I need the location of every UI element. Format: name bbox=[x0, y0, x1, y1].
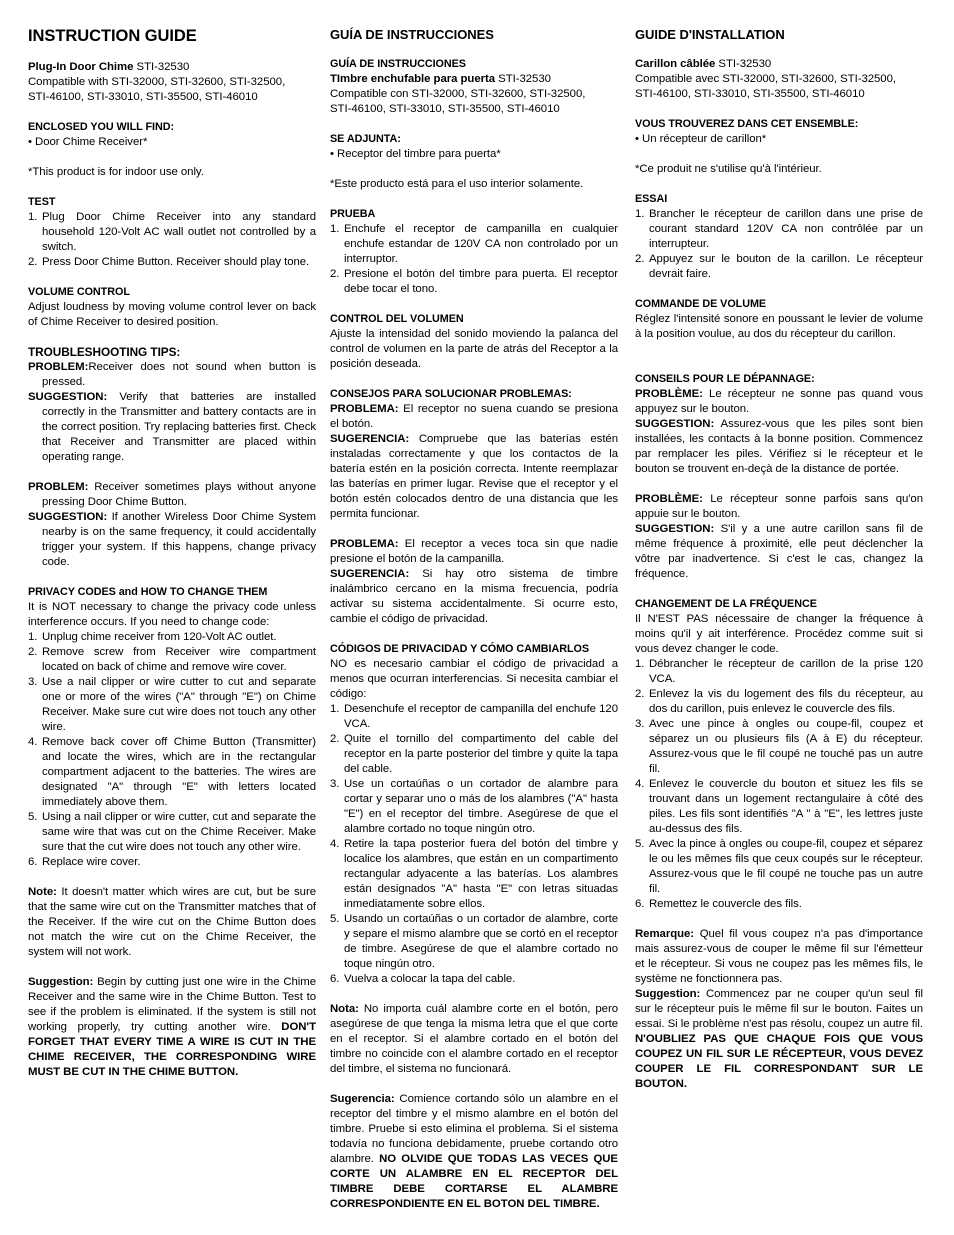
list-item bbox=[635, 777, 923, 837]
list-number: 1. bbox=[28, 631, 38, 643]
list-item-text: Quite el tornillo del compartimento del cable del receptor en la parte posterior del timbre y quite la tapa del cable. bbox=[344, 733, 618, 775]
english-privacy-intro: It is NOT necessary to change the privacy code unless interference occurs. If you need to change code: bbox=[28, 601, 316, 628]
spanish-suggestion-note: Sugerencia: Comience cortando sólo un alambre en el receptor del timbre y el mismo alambre en el botón del timbre. Pruebe si esto elimina el problema. Si el sistema todavía no funciona debidamente, pruebe cortando otro alambre. NO OLVIDE QUE TODAS LAS VECES QUE CORTE UN ALAMBRE EN EL RECEPTOR DEL TIMBRE DEBE CORTARSE EL ALAMBRE CORRESPONDIENTE EN EL BOTON DEL TIMBRE. bbox=[330, 1093, 618, 1210]
list-item bbox=[28, 735, 316, 810]
french-test-steps bbox=[635, 207, 923, 282]
french-suggestion-2: SUGGESTION: S'il y a une autre carillon sans fil de même fréquence à proximité, elle peut déclencher la vôtre par inadvertence. Si c'est le cas, changez la fréquence. bbox=[635, 523, 923, 580]
list-number: 1. bbox=[635, 658, 645, 670]
list-number: 6. bbox=[28, 856, 38, 868]
english-privacy-steps bbox=[28, 630, 316, 870]
french-indoor-note: *Ce produit ne s'utilise qu'à l'intérieur. bbox=[635, 163, 822, 175]
spanish-privacy-intro: NO es necesario cambiar el código de privacidad a menos que ocurran interferencias. Si necesita cambiar el código: bbox=[330, 658, 618, 700]
english-enclosed bbox=[28, 120, 316, 150]
list-item bbox=[635, 207, 923, 252]
spanish-test-heading: PRUEBA bbox=[330, 208, 376, 220]
spanish-test-section bbox=[330, 207, 618, 297]
list-item bbox=[635, 717, 923, 777]
list-item bbox=[330, 912, 618, 972]
french-product-name: Carillon câblée bbox=[635, 58, 716, 70]
list-item-text: Appuyez sur le bouton de la carillon. Le récepteur devrait faire. bbox=[649, 253, 923, 280]
spanish-troubleshooting bbox=[330, 387, 618, 627]
list-item bbox=[330, 222, 618, 267]
french-privacy-steps bbox=[635, 657, 923, 912]
spanish-product-model: STI-32530 bbox=[495, 73, 551, 85]
list-number: 1. bbox=[330, 223, 340, 235]
french-test-heading: ESSAI bbox=[635, 193, 668, 205]
list-item-text: Use un cortaúñas o un cortador de alambre para cortar y separar uno o más de los alambres ("A" hasta "E") en el receptor del timbre. Asegúrese de que el alambre cortado no toque ningún otro. bbox=[344, 778, 618, 835]
english-suggestion-note: Suggestion: Begin by cutting just one wire in the Chime Receiver and the same wire in the Chime Button. Test to see if the problem is eliminated. If the system is still not working properly, try cutting another wire. DON'T FORGET THAT EVERY TIME A WIRE IS CUT IN THE CHIME RECEIVER, THE CORRESPONDING WIRE MUST BE CUT IN THE CHIME BUTTON. bbox=[28, 976, 316, 1078]
french-product-model: STI-32530 bbox=[715, 58, 772, 70]
spanish-title-small: GUÍA DE INSTRUCCIONES bbox=[330, 58, 466, 70]
list-number: 2. bbox=[330, 268, 340, 280]
english-test-steps bbox=[28, 210, 316, 270]
spanish-title: GUÍA DE INSTRUCCIONES bbox=[330, 27, 494, 42]
english-troubleshooting bbox=[28, 345, 316, 570]
list-item-text: Use a nail clipper or wire cutter to cut and separate one or more of the wires ("A" through "E") on Chime Receiver. Make sure cut wire does not touch any other wire. bbox=[42, 676, 316, 733]
spanish-enclosed-item: • Receptor del timbre para puerta* bbox=[330, 148, 501, 160]
list-number: 2. bbox=[28, 256, 38, 268]
english-problem-2: PROBLEM: Receiver sometimes plays without anyone pressing Door Chime Button. bbox=[28, 481, 316, 508]
list-number: 1. bbox=[635, 208, 645, 220]
spanish-problem-2: PROBLEMA: El receptor a veces toca sin que nadie presione el botón de la campanilla. bbox=[330, 538, 618, 565]
list-number: 2. bbox=[28, 646, 38, 658]
french-enclosed bbox=[635, 117, 923, 147]
english-enclosed-heading: ENCLOSED YOU WILL FIND: bbox=[28, 121, 175, 133]
list-number: 2. bbox=[635, 253, 645, 265]
english-note: Note: It doesn't matter which wires are cut, but be sure that the same wire cut on the Transmitter matches that of the Receiver. If the wire cut on the Chime Button does not match the wire cut on the Chime Receiver, the system will not work. bbox=[28, 886, 316, 958]
list-number: 2. bbox=[330, 733, 340, 745]
french-volume-section bbox=[635, 297, 923, 342]
french-enclosed-heading: VOUS TROUVEREZ DANS CET ENSEMBLE: bbox=[635, 118, 859, 130]
list-item-text: Avec la pince à ongles ou coupe-fil, coupez et séparez le ou les mêmes fils que ceux coupés sur le récepteur. Assurez-vous que le fil coupé ne touche pas un autre fil. bbox=[649, 838, 923, 895]
spanish-trouble-heading: CONSEJOS PARA SOLUCIONAR PROBLEMAS: bbox=[330, 388, 572, 400]
english-compat-line-1: Compatible with STI-32000, STI-32600, STI-32500, bbox=[28, 76, 286, 88]
list-item-text: Plug Door Chime Receiver into any standard household 120-Volt AC wall outlet not controlled by a switch. bbox=[42, 211, 316, 253]
list-item-text: Enlevez la vis du logement des fils du récepteur, au dos du carillon, puis enlevez le couvercle des fils. bbox=[649, 688, 923, 715]
list-item bbox=[28, 810, 316, 855]
list-item bbox=[330, 777, 618, 837]
list-number: 3. bbox=[635, 718, 645, 730]
list-number: 5. bbox=[635, 838, 645, 850]
spanish-warning: NO OLVIDE QUE TODAS LAS VECES QUE CORTE UN ALAMBRE EN EL RECEPTOR DEL TIMBRE DEBE CORTARSE EL ALAMBRE CORRESPONDIENTE EN EL BOTON DEL TIMBRE. bbox=[330, 1153, 618, 1210]
list-item bbox=[330, 972, 618, 987]
list-item-text: Press Door Chime Button. Receiver should play tone. bbox=[42, 256, 310, 268]
list-item-text: Desenchufe el receptor de campanilla del enchufe 120 VCA. bbox=[344, 703, 618, 730]
list-item-text: Enchufe el receptor de campanilla en cualquier enchufe estandar de 120V CA non controlado por un interruptor. bbox=[344, 223, 618, 265]
list-item-text: Using a nail clipper or wire cutter, cut and separate the same wire that was cut on the Chime Receiver. Make sure that the cut wire does not touch any other wire. bbox=[42, 811, 316, 853]
french-compat-line-1: Compatible avec STI-32000, STI-32600, STI-32500, bbox=[635, 73, 896, 85]
list-item-text: Replace wire cover. bbox=[42, 856, 141, 868]
list-number: 1. bbox=[28, 211, 38, 223]
english-test-section bbox=[28, 195, 316, 270]
list-item bbox=[28, 675, 316, 735]
list-item-text: Remove back cover off Chime Button (Transmitter) and locate the wires, which are in the rectangular compartment adjacent to the batteries. The wires are designated "A" through "E" with letters located immediately above them. bbox=[42, 736, 316, 808]
spanish-test-steps bbox=[330, 222, 618, 297]
french-product-info bbox=[635, 57, 923, 102]
spanish-volume-section bbox=[330, 312, 618, 372]
spanish-enclosed-heading: SE ADJUNTA: bbox=[330, 133, 401, 145]
list-item bbox=[330, 732, 618, 777]
english-trouble-heading: TROUBLESHOOTING TIPS: bbox=[28, 345, 181, 359]
list-item bbox=[330, 837, 618, 912]
english-title: INSTRUCTION GUIDE bbox=[28, 27, 197, 45]
french-privacy-heading: CHANGEMENT DE LA FRÉQUENCE bbox=[635, 598, 817, 610]
english-suggestion-2: SUGGESTION: If another Wireless Door Chime System nearby is on the same frequency, it could accidentally trigger your system. If this happens, change privacy code. bbox=[28, 511, 316, 568]
french-enclosed-item: • Un récepteur de carillon* bbox=[635, 133, 767, 145]
list-item bbox=[28, 630, 316, 645]
french-column bbox=[635, 26, 923, 1107]
spanish-column bbox=[330, 26, 618, 1227]
english-enclosed-item: • Door Chime Receiver* bbox=[28, 136, 148, 148]
list-item bbox=[28, 255, 316, 270]
french-test-section bbox=[635, 192, 923, 282]
english-problem-1: PROBLEM:Receiver does not sound when button is pressed. bbox=[28, 361, 316, 388]
english-volume-text: Adjust loudness by moving volume control lever on back of Chime Receiver to desired position. bbox=[28, 301, 316, 328]
list-item bbox=[330, 702, 618, 732]
spanish-indoor-note: *Este producto está para el uso interior solamente. bbox=[330, 178, 584, 190]
list-item-text: Remettez le couvercle des fils. bbox=[649, 898, 802, 910]
list-number: 4. bbox=[330, 838, 340, 850]
list-number: 4. bbox=[28, 736, 38, 748]
spanish-product-info bbox=[330, 57, 618, 117]
list-item bbox=[635, 837, 923, 897]
french-warning: N'OUBLIEZ PAS QUE CHAQUE FOIS QUE VOUS COUPEZ UN FIL SUR LE RÉCEPTEUR, VOUS DEVEZ COUPER LE FIL CORRESPONDANT SUR LE BOUTON. bbox=[635, 1033, 923, 1090]
english-product-name: Plug-In Door Chime bbox=[28, 61, 134, 73]
spanish-suggestion-2: SUGERENCIA: Si hay otro sistema de timbre inalámbrico cercano en la misma frecuencia, podría activar su sistema accidentalmente. Si ocurre esto, cambie el código de privacidad. bbox=[330, 568, 618, 625]
french-compat-line-2: STI-46100, STI-33010, STI-35500, STI-46010 bbox=[635, 88, 865, 100]
list-item-text: Débrancher le récepteur de carillon de la prise 120 VCA. bbox=[649, 658, 923, 685]
list-item-text: Enlevez le couvercle du bouton et situez les fils se trouvant dans un logement rectangulaire à côté des piles. Les fils sont identifiés "A " à "E", les lettres juste au-dessus des fils. bbox=[649, 778, 923, 835]
list-item-text: Presione el botón del timbre para puerta. El receptor debe tocar el tono. bbox=[344, 268, 618, 295]
spanish-product-name: TImbre enchufable para puerta bbox=[330, 73, 496, 85]
list-number: 5. bbox=[330, 913, 340, 925]
english-privacy-section bbox=[28, 585, 316, 870]
french-note: Remarque: Quel fil vous coupez n'a pas d'importance mais assurez-vous de couper le même fil sur l'émetteur et le récepteur. Si vous ne coupez pas les mêmes fils, le système ne fonctionnera pas. Suggestion: Commencez par ne couper qu'un seul fil sur le récepteur puis le même fil sur le bouton. Faites un essai. Si le problème n'est pas résolu, coupez un autre fil. N'OUBLIEZ PAS QUE CHAQUE FOIS QUE VOUS COUPEZ UN FIL SUR LE RÉCEPTEUR, VOUS DEVEZ COUPER LE FIL CORRESPONDANT SUR LE BOUTON. bbox=[635, 928, 923, 1090]
spanish-privacy-steps bbox=[330, 702, 618, 987]
list-item bbox=[28, 855, 316, 870]
list-number: 6. bbox=[635, 898, 645, 910]
list-item bbox=[330, 267, 618, 297]
english-product-info bbox=[28, 60, 316, 105]
french-troubleshooting bbox=[635, 372, 923, 582]
english-warning: DON'T FORGET THAT EVERY TIME A WIRE IS CUT IN THE CHIME RECEIVER, THE CORRESPONDING WIRE MUST BE CUT IN THE CHIME BUTTON. bbox=[28, 1021, 316, 1078]
french-problem-2: PROBLÈME: Le récepteur sonne parfois sans qu'on appuie sur le bouton. bbox=[635, 493, 923, 520]
english-test-heading: TEST bbox=[28, 196, 56, 208]
list-item-text: Avec une pince à ongles ou coupe-fil, coupez et séparez un ou plusieurs fils (A à E) du récepteur. Assurez-vous que le fil coupé ne touché pas un autre fil. bbox=[649, 718, 923, 775]
spanish-suggestion-1: SUGERENCIA: Compruebe que las baterías estén instaladas correctamente y que los contactos de la batería estén en la posición correcta. Intente reemplazar las baterías en primer lugar. Revise que el receptor y el botón estén colocados dentro de una distancia que les permita funcionar. bbox=[330, 433, 618, 520]
list-item bbox=[635, 252, 923, 282]
english-compat-line-2: STI-46100, STI-33010, STI-35500, STI-46010 bbox=[28, 91, 258, 103]
french-problem-1: PROBLÈME: Le récepteur ne sonne pas quand vous appuyez sur le bouton. bbox=[635, 388, 923, 415]
spanish-volume-heading: CONTROL DEL VOLUMEN bbox=[330, 313, 464, 325]
french-volume-text: Réglez l'intensité sonore en poussant le levier de volume à la position voulue, au dos du récepteur du carillon. bbox=[635, 313, 923, 340]
list-item bbox=[635, 687, 923, 717]
list-number: 3. bbox=[330, 778, 340, 790]
french-privacy-intro: Il N'EST PAS nécessaire de changer la fréquence à moins qu'il y ait interférence. Procédez comme suit si vous devez changer le code. bbox=[635, 613, 923, 655]
english-volume-heading: VOLUME CONTROL bbox=[28, 286, 130, 298]
list-item-text: Vuelva a colocar la tapa del cable. bbox=[344, 973, 516, 985]
list-number: 5. bbox=[28, 811, 38, 823]
list-number: 4. bbox=[635, 778, 645, 790]
spanish-volume-text: Ajuste la intensidad del sonido moviendo la palanca del control de volumen en la parte de atrás del Receptor a la posición deseada. bbox=[330, 328, 618, 370]
spanish-enclosed bbox=[330, 132, 618, 162]
list-item-text: Retire la tapa posterior fuera del botón del timbre y localice los alambres, que están en un compartimento rectangular adyacente a las baterías. Los alambres están designados "A" hasta "E" con letras situadas inmediatamente sobre ellos. bbox=[344, 838, 618, 910]
list-item-text: Usando un cortaúñas o un cortador de alambre, corte y separe el mismo alambre que se cortó en el receptor de timbre. Asegúrese de que el alambre cortado no toque ningún otro. bbox=[344, 913, 618, 970]
list-number: 1. bbox=[330, 703, 340, 715]
spanish-compat-line-1: Compatible con STI-32000, STI-32600, STI-32500, bbox=[330, 88, 586, 100]
list-number: 6. bbox=[330, 973, 340, 985]
english-volume-section bbox=[28, 285, 316, 330]
list-item-text: Remove screw from Receiver wire compartment located on back of chime and remove wire cover. bbox=[42, 646, 316, 673]
english-column bbox=[28, 26, 316, 1095]
french-volume-heading: COMMANDE DE VOLUME bbox=[635, 298, 767, 310]
english-suggestion-1: SUGGESTION: Verify that batteries are installed correctly in the Transmitter and battery contacts are in the correct position. Try replacing batteries first. Check that Receiver and Transmitter are placed within operating range. bbox=[28, 391, 316, 463]
spanish-privacy-heading: CÓDIGOS DE PRIVACIDAD Y CÓMO CAMBIARLOS bbox=[330, 643, 589, 655]
list-number: 2. bbox=[635, 688, 645, 700]
list-item bbox=[635, 897, 923, 912]
list-item-text: Unplug chime receiver from 120-Volt AC outlet. bbox=[42, 631, 277, 643]
list-item bbox=[28, 645, 316, 675]
french-privacy-section bbox=[635, 597, 923, 912]
english-privacy-heading: PRIVACY CODES and HOW TO CHANGE THEM bbox=[28, 586, 268, 598]
list-item bbox=[28, 210, 316, 255]
spanish-compat-line-2: STI-46100, STI-33010, STI-35500, STI-46010 bbox=[330, 103, 560, 115]
spanish-problem-1: PROBLEMA: El receptor no suena cuando se presiona el botón. bbox=[330, 403, 618, 430]
spanish-privacy-section bbox=[330, 642, 618, 987]
english-product-model: STI-32530 bbox=[133, 61, 190, 73]
list-number: 3. bbox=[28, 676, 38, 688]
french-trouble-heading: CONSEILS POUR LE DÉPANNAGE: bbox=[635, 373, 815, 385]
list-item-text: Brancher le récepteur de carillon dans une prise de courant standard 120V CA non contrôlée par un interrupteur. bbox=[649, 208, 923, 250]
english-indoor-note: *This product is for indoor use only. bbox=[28, 166, 204, 178]
spanish-note: Nota: No importa cuál alambre corte en el botón, pero asegúrese de que tenga la misma letra que el que corte en el receptor. Si el alambre cortado en el botón del timbre no coincide con el alambre cortado en el receptor del timbre, el sistema no funcionará. bbox=[330, 1003, 618, 1075]
list-item bbox=[635, 657, 923, 687]
french-suggestion-1: SUGGESTION: Assurez-vous que les piles sont bien installées, les contacts à la bonne position. Commencez par remplacer les piles. Vérifiez si le récepteur et le bouton se trouvent en-deçà de la distance de portée. bbox=[635, 418, 923, 475]
french-title: GUIDE D'INSTALLATION bbox=[635, 27, 785, 42]
